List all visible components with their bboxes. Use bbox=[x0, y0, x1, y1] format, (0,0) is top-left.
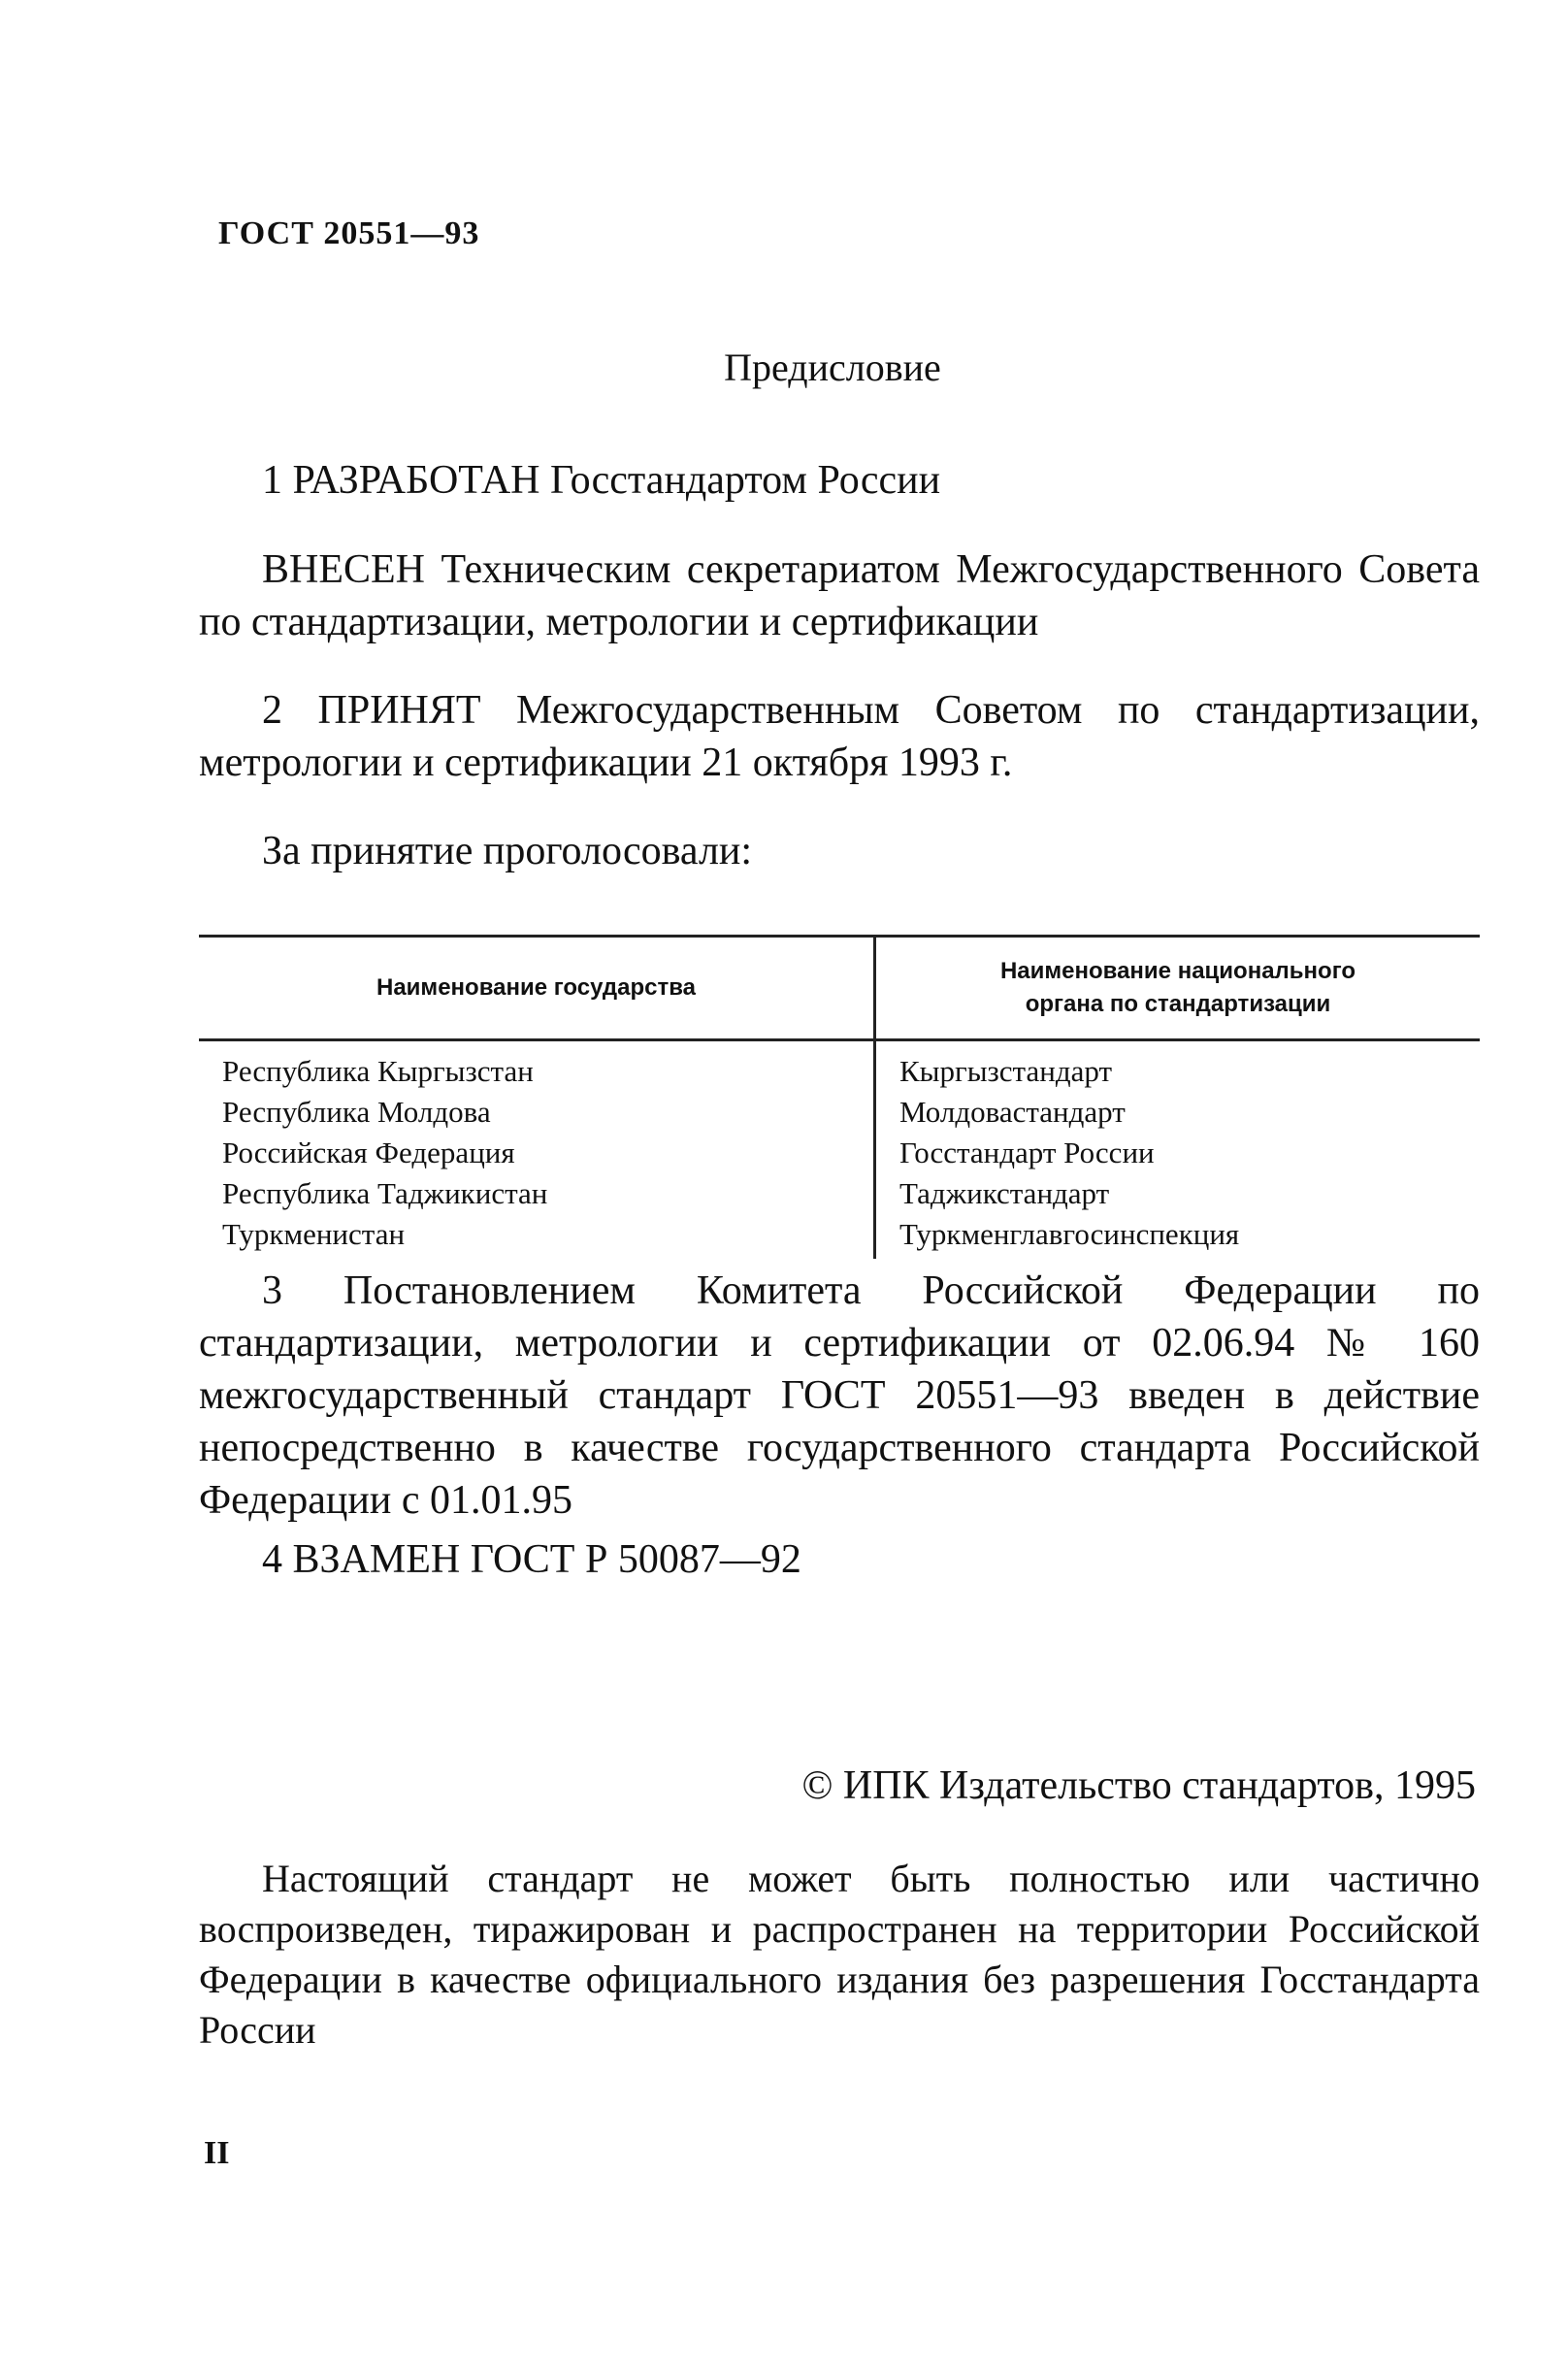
body-cell: Таджикстандарт bbox=[899, 1176, 1110, 1210]
vote-table bbox=[199, 935, 1480, 1259]
state-cell: Республика Таджикистан bbox=[199, 1173, 875, 1214]
body-cell: Молдовастандарт bbox=[899, 1095, 1126, 1129]
reproduction-notice: Настоящий стандарт не может быть полностью или частично воспроизведен, тиражирован и распространен на территории Российской Федерации в качестве официального издания без разрешения Госстандарта России bbox=[199, 1857, 1480, 2052]
page-title: Предисловие bbox=[724, 346, 941, 389]
table-row bbox=[199, 1133, 1480, 1173]
copyright: © ИПК Издательство стандартов, 1995 bbox=[801, 1763, 1476, 1808]
header-national-body bbox=[875, 937, 1481, 1040]
section-adopted: 2 ПРИНЯТ Межгосударственным Советом по стандартизации, метрологии и сертификации 21 октября 1993 г. bbox=[199, 688, 1480, 785]
section-decree: 3 Постановлением Комитета Российской Федерации по стандартизации, метрологии и сертификации от 02.06.94 № 160 межгосударственный стандарт ГОСТ 20551—93 введен в действие непосредственно в качестве государственного стандарта Российской Федерации с 01.01.95 bbox=[199, 1268, 1480, 1523]
header-body-line1: Наименование национального bbox=[999, 958, 1356, 984]
state-cell: Российская Федерация bbox=[199, 1133, 875, 1173]
body-cell: Кыргызстандарт bbox=[899, 1054, 1112, 1088]
state-cell: Республика Молдова bbox=[199, 1092, 875, 1133]
header-body-line2: органа по стандартизации bbox=[1025, 991, 1331, 1017]
state-cell: Республика Кыргызстан bbox=[199, 1040, 875, 1093]
section-developed: 1 РАЗРАБОТАН Госстандартом России bbox=[262, 458, 941, 503]
body-cell: Туркменглавгосинспекция bbox=[899, 1217, 1240, 1251]
page-number: II bbox=[204, 2135, 230, 2171]
state-cell: Туркменистан bbox=[199, 1214, 875, 1259]
table-row bbox=[199, 1214, 1480, 1259]
body-cell: Госстандарт России bbox=[899, 1136, 1155, 1169]
table-row bbox=[199, 1040, 1480, 1093]
section-replaces: 4 ВЗАМЕН ГОСТ Р 50087—92 bbox=[262, 1537, 801, 1582]
vote-table-header-row bbox=[199, 937, 1480, 1040]
voted-intro: За принятие проголосовали: bbox=[262, 829, 753, 873]
table-row bbox=[199, 1092, 1480, 1133]
section-introduced: ВНЕСЕН Техническим секретариатом Межгосударственного Совета по стандартизации, метрологии и сертификации bbox=[199, 547, 1480, 644]
document-code: ГОСТ 20551—93 bbox=[218, 215, 480, 251]
table-row bbox=[199, 1173, 1480, 1214]
header-state: Наименование государства bbox=[199, 937, 875, 1040]
